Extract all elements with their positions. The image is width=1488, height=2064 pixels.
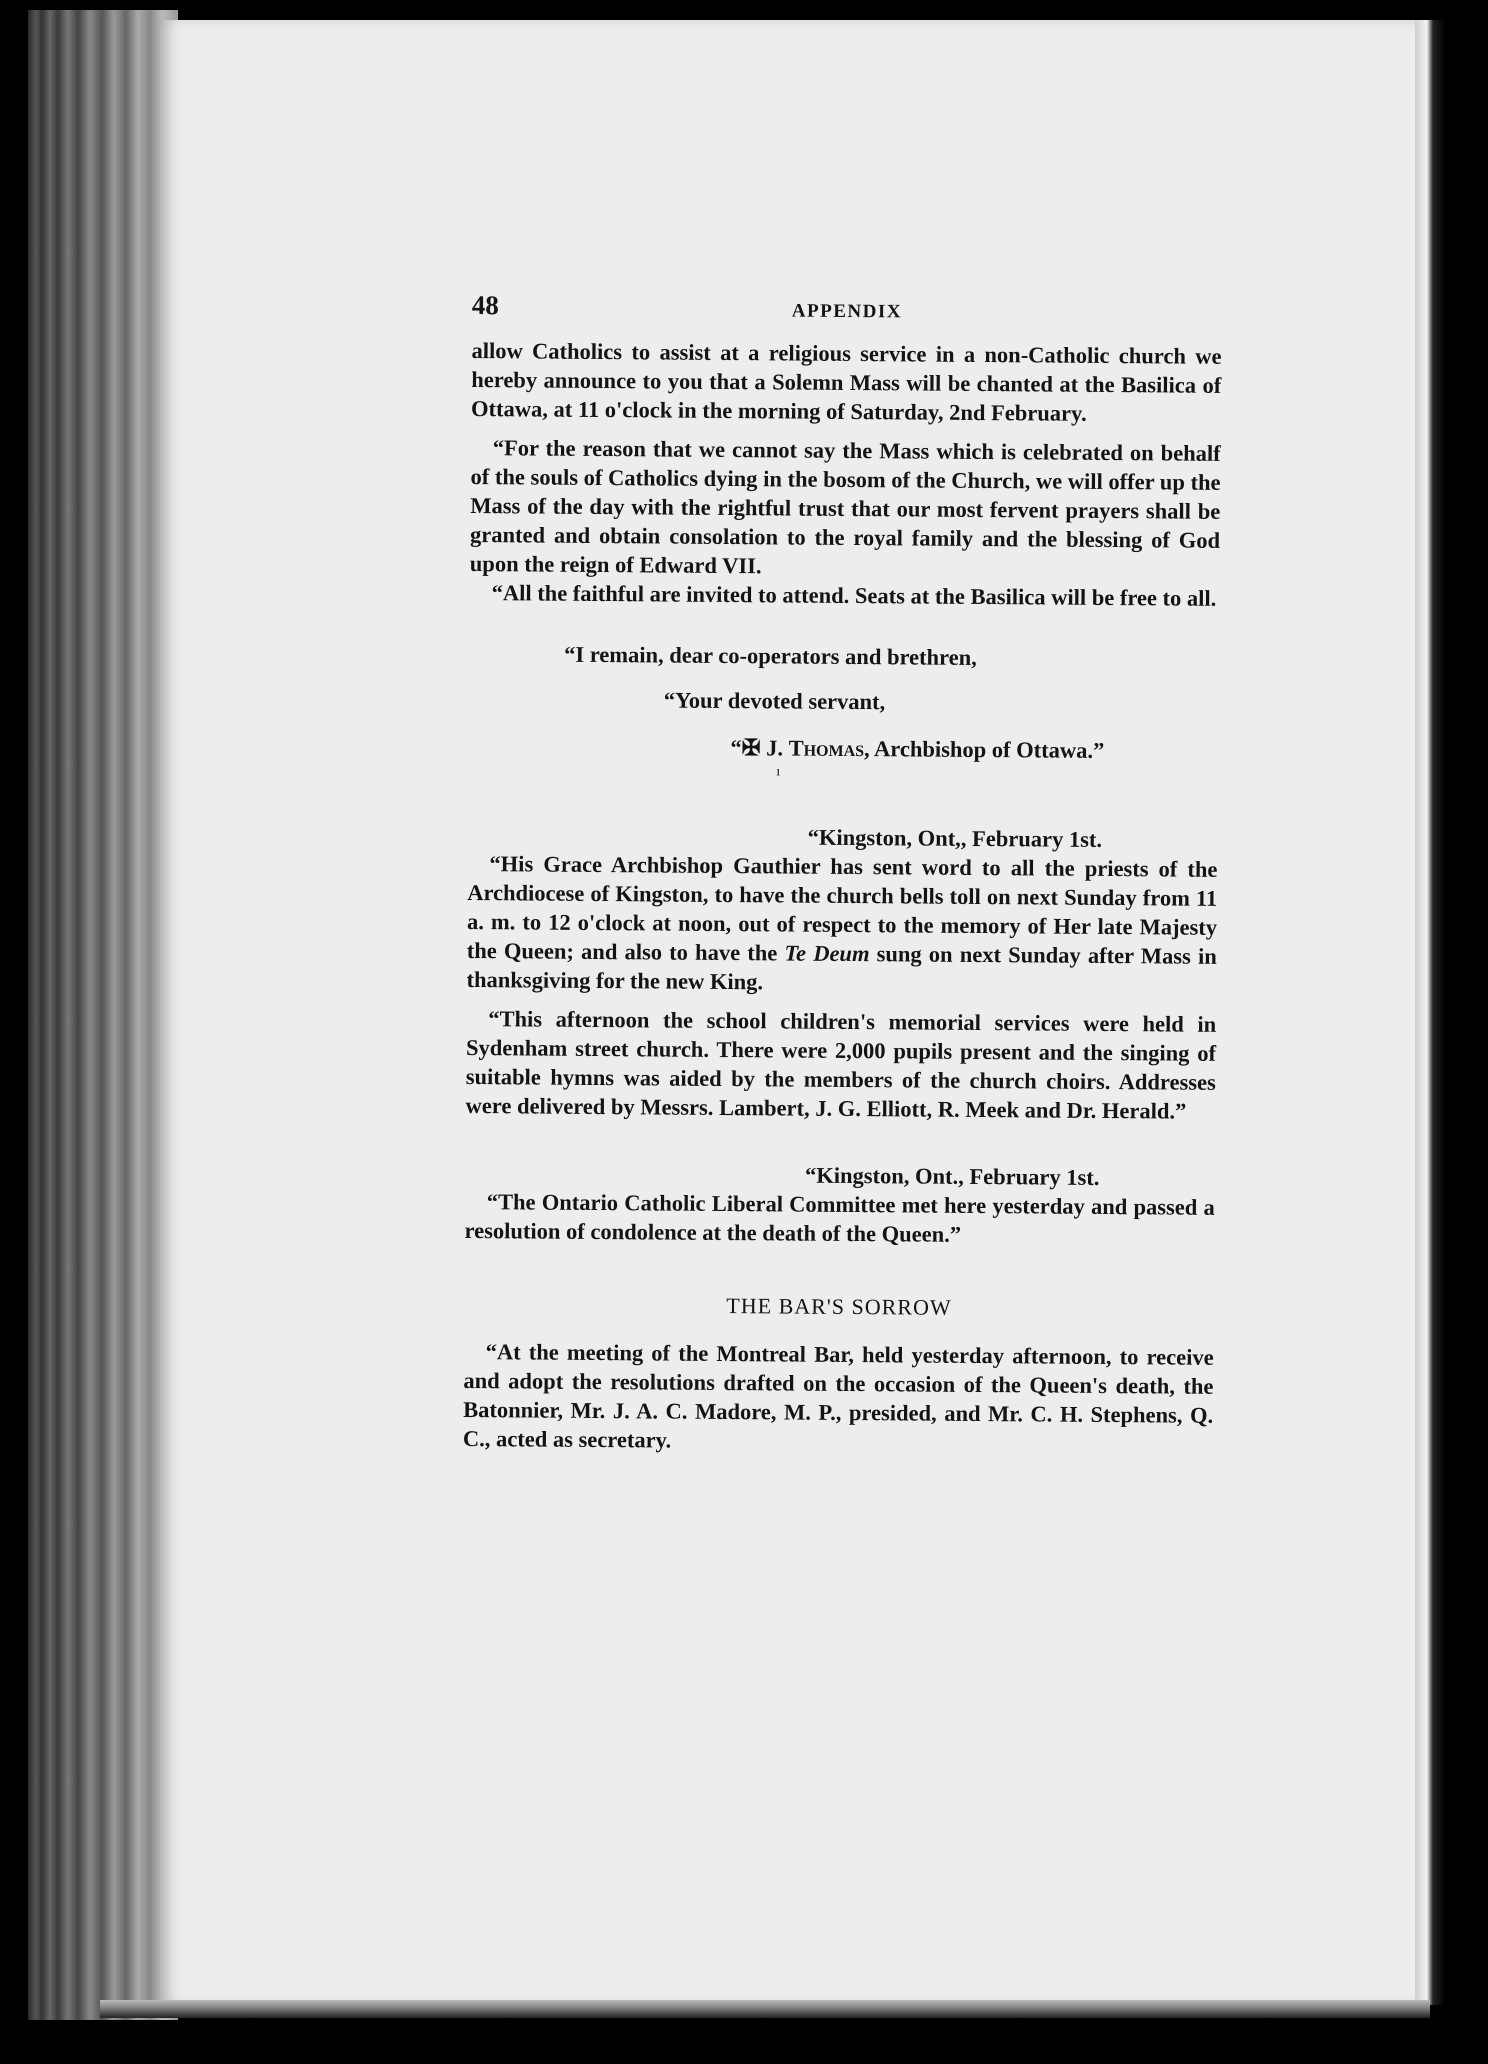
signature-name: Thomas [788, 735, 865, 762]
book-page-stack-edge [28, 10, 178, 2020]
paragraph-ontario-committee: “The Ontario Catholic Liberal Committee met here yesterday and passed a resolution of condolence at the death of the Queen.” [464, 1189, 1215, 1247]
paragraph-mass-announcement: allow Catholics to assist at a religious service in a non-Catholic church we hereby announce to you that a Solemn Mass will be chanted at the Basilica of Ottawa, at 11 o'clock in the morning of Saturday, 2nd February. [470, 337, 1222, 426]
signature-prefix: “✠ J. [730, 735, 789, 761]
paragraph-archbishop-gauthier [466, 849, 1217, 1000]
page-bottom-edge [100, 2000, 1430, 2018]
page-header [472, 290, 1222, 342]
running-head: APPENDIX [791, 300, 903, 323]
paragraph-school-children: “This afternoon the school children's memorial services were held in Sydenham street church. There were 2,000 pupils present and the singing of suitable hymns was aided by the members of the church choirs. Addresses were delivered by Messrs. Lambert, J. G. Elliott, R. Meek and Dr. Herald.” [465, 1006, 1217, 1124]
section-title-bars-sorrow: THE BAR'S SORROW [726, 1293, 952, 1320]
page-text-block [463, 290, 1222, 1459]
stray-mark: ı [776, 764, 781, 780]
dateline-kingston-1: “Kingston, Ont,, February 1st. [807, 824, 1103, 852]
gauthier-text-1: “His Grace Archbishop Gauthier has sent word to all the priests of the Archdiocese of Kingston, to have the church bells toll on next Sunday from 11 a. m. to 12 o'clock at noon, out of respect to the memory of Her late Majesty the Queen; and also to have the [466, 851, 1218, 966]
closing-signature [468, 731, 1218, 766]
page-number: 48 [471, 290, 499, 321]
te-deum-italic: Te Deum [784, 940, 870, 967]
paragraph-montreal-bar: “At the meeting of the Montreal Bar, held yesterday afternoon, to receive and adopt the resolutions drafted on the occasion of the Queen's death, the Batonnier, Mr. J. A. C. Madore, M. P., presided, and Mr. C. H. Stephens, Q. C., acted as secretary. [462, 1339, 1214, 1453]
gauthier-text-2: sung on next Sunday after Mass in thanksgiving for the new King. [466, 941, 1217, 995]
paragraph-mass-reason: “For the reason that we cannot say the Mass which is celebrated on behalf of the souls of Catholics dying in the bosom of the Church, we will offer up the Mass of the day with the rightful trust that our most fervent prayers shall be granted and obtain consolation to the royal family and the blessing of God upon the reign of Edward VII. [469, 435, 1221, 579]
page-right-edge [1415, 20, 1445, 2005]
closing-servant: “Your devoted servant, [663, 687, 886, 715]
signature-suffix: , Archbishop of Ottawa.” [863, 736, 1105, 763]
dateline-kingston-2: “Kingston, Ont., February 1st. [804, 1162, 1100, 1190]
paragraph-faithful-invited: “All the faithful are invited to attend. Seats at the Basilica will be free to all. [491, 580, 1217, 611]
closing-remain: “I remain, dear co-operators and brethren, [564, 641, 977, 670]
